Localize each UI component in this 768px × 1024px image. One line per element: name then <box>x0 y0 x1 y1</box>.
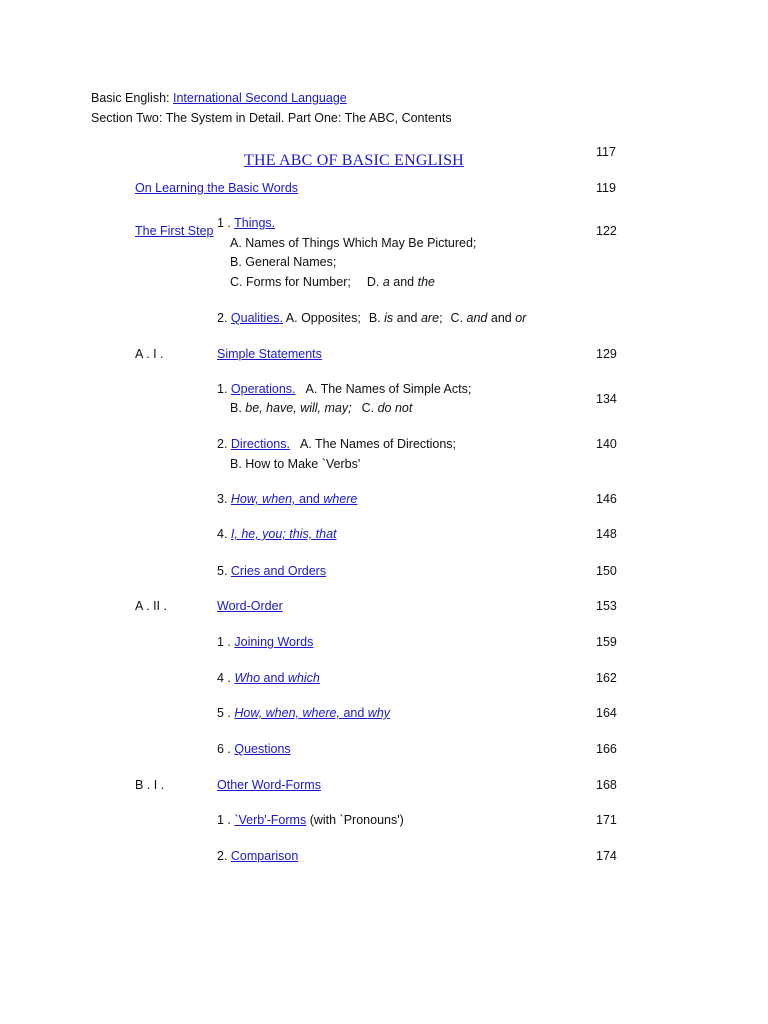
operations-sub-a: A. The Names of Simple Acts; <box>305 382 472 396</box>
how-when-where-page: 146 <box>596 492 617 506</box>
item-number: 2. <box>217 311 231 325</box>
header-line-1 <box>91 90 347 106</box>
why-text: why <box>367 706 391 720</box>
other-word-forms-page: 168 <box>596 778 617 792</box>
other-word-forms-link[interactable]: Other Word-Forms <box>217 778 321 792</box>
header-prefix: Basic English: <box>91 91 173 105</box>
qualities-sub-b-are: are <box>420 311 440 325</box>
joining-words-item <box>217 634 313 650</box>
header-line-2: Section Two: The System in Detail. Part One: The ABC, Contents <box>91 111 452 125</box>
pronouns-item <box>217 526 337 542</box>
item-number: 4 . <box>217 671 235 685</box>
verb-forms-link[interactable]: `Verb'-Forms <box>234 813 307 827</box>
qualities-sub-c-or: or <box>515 311 527 325</box>
things-sub-d-and: and <box>389 275 418 289</box>
word-order-link[interactable]: Word-Order <box>217 599 283 613</box>
things-sub-d-the: the <box>417 275 435 289</box>
directions-sub-a: A. The Names of Directions; <box>299 437 457 451</box>
things-sub-b: B. General Names; <box>230 255 337 269</box>
and-text: and <box>295 492 324 506</box>
questions-link[interactable]: Questions <box>234 742 291 756</box>
item-number: 5. <box>217 564 231 578</box>
qualities-sub-c-prefix: C. <box>450 311 467 325</box>
on-learning-page: 119 <box>596 181 616 195</box>
qualities-sub-b-is: is <box>384 311 394 325</box>
how-when-where-why-link[interactable] <box>234 706 390 720</box>
directions-sub-b: B. How to Make `Verbs' <box>230 457 361 471</box>
who-text: Who <box>234 671 261 685</box>
cries-orders-page: 150 <box>596 564 617 578</box>
simple-statements-link[interactable]: Simple Statements <box>217 347 322 361</box>
item-number: 3. <box>217 492 231 506</box>
joining-words-link[interactable]: Joining Words <box>234 635 314 649</box>
joining-words-page: 159 <box>596 635 617 649</box>
word-order-page: 153 <box>596 599 617 613</box>
where-text: where <box>323 492 358 506</box>
qualities-sub-c-and: and <box>487 311 516 325</box>
how-when-text: How, when, <box>230 492 296 506</box>
item-number: 1 . <box>217 635 235 649</box>
who-which-page: 162 <box>596 671 617 685</box>
operations-sub-b-prefix: B. <box>230 401 246 415</box>
qualities-item <box>217 310 526 326</box>
qualities-link[interactable]: Qualities. <box>230 311 284 325</box>
operations-page: 134 <box>596 392 617 406</box>
item-number: 6 . <box>217 742 235 756</box>
comparison-item <box>217 848 298 864</box>
international-second-language-link[interactable]: International Second Language <box>172 91 347 105</box>
things-item <box>217 215 275 231</box>
how-when-where-why-page: 164 <box>596 706 617 720</box>
section-code-ai: A . I . <box>135 347 164 361</box>
comparison-page: 174 <box>596 849 617 863</box>
pronouns-link[interactable]: I, he, you; this, that <box>230 527 337 541</box>
item-number: 2. <box>217 437 231 451</box>
qualities-sub-b-semi: ; <box>439 311 443 325</box>
qualities-sub-b-and: and <box>393 311 421 325</box>
qualities-sub-b-prefix: B. <box>368 311 385 325</box>
questions-item <box>217 741 291 757</box>
things-sub-c: C. Forms for Number; <box>230 275 351 289</box>
document-title[interactable]: THE ABC OF BASIC ENGLISH <box>244 152 464 169</box>
cries-orders-item <box>217 563 326 579</box>
comparison-link[interactable]: Comparison <box>230 849 299 863</box>
things-sub-a: A. Names of Things Which May Be Pictured; <box>230 236 477 250</box>
how-when-where-text: How, when, where, <box>234 706 340 720</box>
first-step-link[interactable]: The First Step <box>135 224 214 238</box>
item-number: 1 . <box>217 216 235 230</box>
verb-forms-page: 171 <box>596 813 617 827</box>
verb-forms-note: (with `Pronouns') <box>306 813 404 827</box>
qualities-sub-a: A. Opposites; <box>283 311 361 325</box>
and-text: and <box>339 706 368 720</box>
item-number: 2. <box>217 849 231 863</box>
operations-sub-bc <box>230 400 412 416</box>
directions-page: 140 <box>596 437 617 451</box>
section-code-bi: B . I . <box>135 778 165 792</box>
cries-orders-link[interactable]: Cries and Orders <box>230 564 327 578</box>
and-text: and <box>260 671 288 685</box>
pronouns-page: 148 <box>596 527 617 541</box>
verb-forms-item <box>217 812 404 828</box>
operations-item <box>217 381 471 397</box>
item-number: 1 . <box>217 813 235 827</box>
title-page-number: 117 <box>596 145 616 159</box>
operations-sub-c: do not <box>377 401 413 415</box>
things-sub-d-a: a <box>382 275 390 289</box>
operations-link[interactable]: Operations. <box>230 382 296 396</box>
who-which-item <box>217 670 320 686</box>
directions-item <box>217 436 456 452</box>
things-sub-cd <box>230 274 435 290</box>
how-when-where-item <box>217 491 357 507</box>
things-sub-d-prefix: D. <box>366 275 383 289</box>
who-which-link[interactable] <box>234 671 319 685</box>
operations-sub-b: be, have, will, may; <box>245 401 352 415</box>
item-number: 1. <box>217 382 231 396</box>
simple-statements-page: 129 <box>596 347 617 361</box>
qualities-sub-c-and1: and <box>466 311 488 325</box>
which-text: which <box>287 671 320 685</box>
item-number: 5 . <box>217 706 235 720</box>
how-when-where-link[interactable] <box>231 492 357 506</box>
on-learning-link[interactable]: On Learning the Basic Words <box>135 181 299 195</box>
how-when-where-why-item <box>217 705 390 721</box>
directions-link[interactable]: Directions. <box>230 437 290 451</box>
first-step-page: 122 <box>596 224 617 238</box>
things-link[interactable]: Things. <box>234 216 276 230</box>
operations-sub-c-prefix: C. <box>361 401 378 415</box>
questions-page: 166 <box>596 742 617 756</box>
item-number: 4. <box>217 527 231 541</box>
section-code-aii: A . II . <box>135 599 167 613</box>
